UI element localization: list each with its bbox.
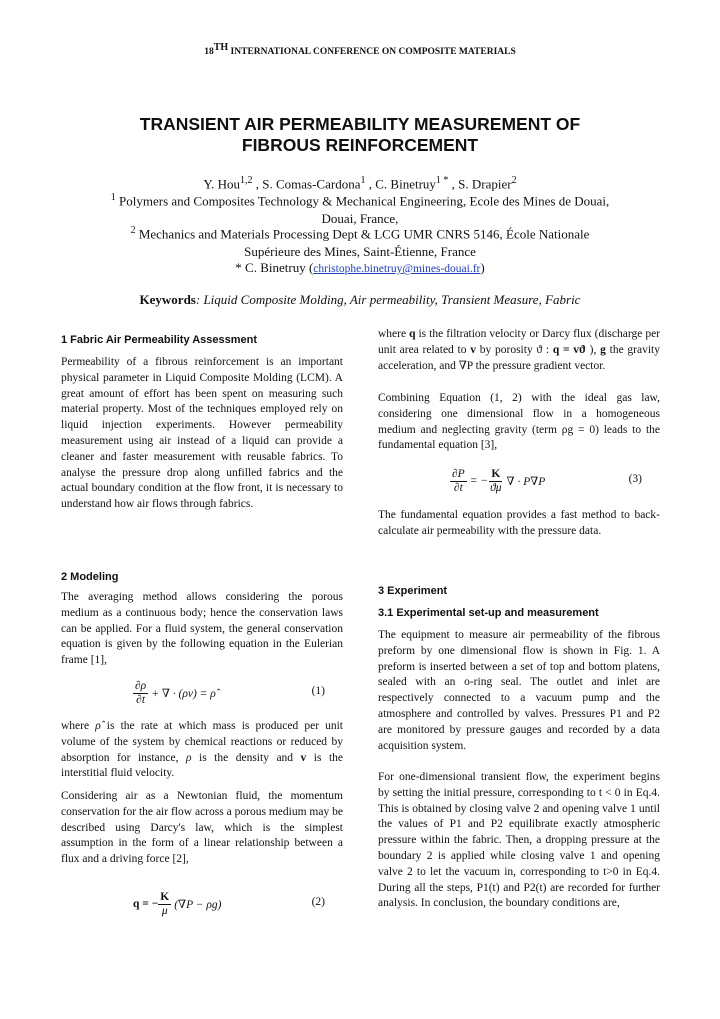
equation-2 — [61, 888, 343, 920]
equation-1 — [61, 677, 343, 709]
rp1-v: v — [470, 343, 476, 356]
rp1-q: q — [409, 328, 416, 340]
email-link[interactable]: christophe.binetruy@mines-douai.fr — [313, 263, 481, 275]
eq3-rest: ∇ · P∇P — [506, 476, 546, 488]
affiliation-1-marker: 1 — [110, 192, 116, 203]
section-3-1-paragraph-2: For one-dimensional transient flow, the experiment begins by setting the initial pressure, corresponding to t < 0 in Eq.4. This is obtained by closing valve 2 and opening valve 1 until the values of P1 and P2 equilibrate exactly atmospheric pressure within the fabric. Then, a dropping pressure at the boundary 2 is applied while closing valve 1 and opening valve 2 to let the vacuum in, corresponding to t>0 in Eq.4. During all the steps, P1(t) and P2(t) are recorded for further analysis. In conclusion, the boundary conditions are, — [378, 771, 660, 910]
affiliation-1-line-1: Polymers and Composites Technology & Mechanical Engineering, Ecole des Mines de Douai, — [115, 193, 610, 209]
author-2: , S. Comas-Cardona — [252, 176, 361, 192]
eq2-numerator: K — [160, 890, 170, 903]
s2p2-b: is the rate at which mass is produced per unit volume of the system by chemical reactions or reduced by absorption for instance, — [61, 720, 344, 764]
keywords-text: : Liquid Composite Molding, Air permeability, Transient Measure, Fabric — [195, 292, 581, 307]
right-paragraph-1 — [378, 327, 660, 374]
eq2-label: (2) — [311, 896, 325, 908]
rp1-g: g — [600, 343, 606, 356]
eq2-lhs: q = − — [133, 898, 159, 910]
s2p2-d: is the interstitial fluid velocity. — [61, 751, 344, 780]
conf-number: 18 — [204, 47, 214, 58]
affiliation-1-line-2: Douai, France, — [321, 211, 399, 227]
author-4: , S. Drapier — [448, 176, 512, 192]
eq3-numerator: ∂P — [452, 467, 465, 480]
author-3: , C. Binetruy — [365, 176, 436, 192]
author-1: Y. Hou — [203, 176, 241, 192]
eq1-numerator: ∂ρ — [135, 679, 147, 692]
eq2-rest: (∇P − ρg) — [174, 899, 222, 911]
s2p2-v: v — [300, 751, 307, 764]
affiliation-2 — [80, 222, 640, 261]
right-paragraph-3: The fundamental equation provides a fast method to back-calculate air permeability with the pressure data. — [378, 509, 660, 537]
rp1-a: where — [378, 328, 410, 340]
section-3-1-paragraph-1: The equipment to measure air permeability of the fibrous preform by one dimensional flow is shown in Fig. 1. A preform is inserted between a set of top and bottom platens, sealed with an o-ring seal. The outlet and inlet are respectively connected to a vacuum pump and the atmosphere and controlled by valves. Pressures P1 and P2 are monitored by pressure gauges and recorded by a data acquisition system. — [378, 629, 660, 752]
eq3-k: K — [491, 467, 501, 480]
eq3-kden: ϑμ — [490, 481, 502, 494]
rp1-b: is the filtration velocity or Darcy flux (discharge per unit area related to — [378, 328, 660, 356]
right-paragraph-2: Combining Equation (1, 2) with the ideal gas law, considering one dimensional flow in a homogeneous medium and neglecting gravity (term ρg = 0) leads to the fundamental equation [3], — [378, 392, 660, 452]
rp1-e: the gravity acceleration, and ∇P the pressure gradient vector. — [378, 343, 660, 372]
rp1-d: ), — [585, 343, 601, 356]
s2p2-a: where — [61, 720, 96, 732]
keywords — [60, 291, 660, 309]
corresponding-prefix: * C. Binetruy ( — [235, 260, 314, 275]
rp1-c: by porosity ϑ : — [476, 343, 553, 356]
eq1-denominator: ∂t — [136, 693, 146, 706]
eq1-rest: + ∇ · (ρv) = ρ̂ — [151, 688, 216, 700]
eq1-label: (1) — [311, 685, 325, 697]
section-2-heading: 2 Modeling — [61, 571, 119, 583]
equation-3 — [378, 465, 660, 497]
conf-name: INTERNATIONAL CONFERENCE ON COMPOSITE MATERIALS — [228, 47, 516, 58]
section-1-heading: 1 Fabric Air Permeability Assessment — [61, 334, 258, 346]
section-2-paragraph-1: The averaging method allows considering the porous medium as a continuous body; hence the conservation laws can be applied. For a fluid system, the general conservation equation is given by the following equation in the Eulerian frame [1], — [61, 591, 343, 667]
s2p2-rho: ρ — [186, 751, 192, 764]
eq3-mid: = − — [469, 475, 489, 487]
eq3-denominator: ∂t — [453, 481, 463, 494]
corresponding-author — [60, 259, 660, 278]
section-2-paragraph-2 — [61, 719, 343, 782]
author-3-affil: 1 * — [435, 175, 449, 186]
affiliation-2-marker: 2 — [130, 225, 136, 236]
section-2-paragraph-3: Considering air as a Newtonian fluid, the momentum conservation for the air flow across a porous medium may be described using Darcy's law, which is the simplest assumption in the form of a linear relationship between a flux and a driving force [2], — [61, 790, 343, 866]
author-2-affil: 1 — [360, 175, 366, 186]
title-line-1: TRANSIENT AIR PERMEABILITY MEASUREMENT OF — [139, 114, 581, 134]
affiliation-2-line-2: Supérieure des Mines, Saint-Étienne, France — [244, 244, 476, 260]
eq2-denominator: μ — [161, 904, 168, 917]
rp1-eq: q = vϑ — [552, 343, 586, 356]
section-3-1-heading: 3.1 Experimental set-up and measurement — [378, 607, 599, 619]
keywords-label: Keywords — [139, 292, 196, 307]
section-1-paragraph: Permeability of a fibrous reinforcement is an important physical parameter in Liquid Composite Molding (LCM). A great amount of effort has been spent on measuring such material property. Most of the techniques employed rely on liquid injection experiments. However permeability measurement using air instead of a liquid can provide a cleaner and faster measurement with reusable fabrics. To analyse the pressure drop along unfilled fabrics and the actual boundary condition at the flow front, it is necessary to understand how air flows through fabrics. — [61, 356, 343, 511]
affiliation-2-line-1: Mechanics and Materials Processing Dept & LCG UMR CNRS 5146, École Nationale — [135, 226, 590, 242]
conference-header — [0, 42, 720, 57]
title-line-2: FIBROUS REINFORCEMENT — [241, 135, 479, 155]
corresponding-suffix: ) — [480, 260, 485, 275]
conf-ordinal: TH — [213, 42, 229, 53]
section-3-heading: 3 Experiment — [378, 585, 448, 597]
s2p2-rhohat: ρ̂ — [95, 720, 101, 732]
paper-title — [60, 114, 660, 156]
eq3-label: (3) — [628, 473, 642, 485]
s2p2-c: is the density and — [191, 751, 301, 764]
author-1-affil: 1,2 — [240, 175, 253, 186]
author-4-affil: 2 — [511, 175, 517, 186]
